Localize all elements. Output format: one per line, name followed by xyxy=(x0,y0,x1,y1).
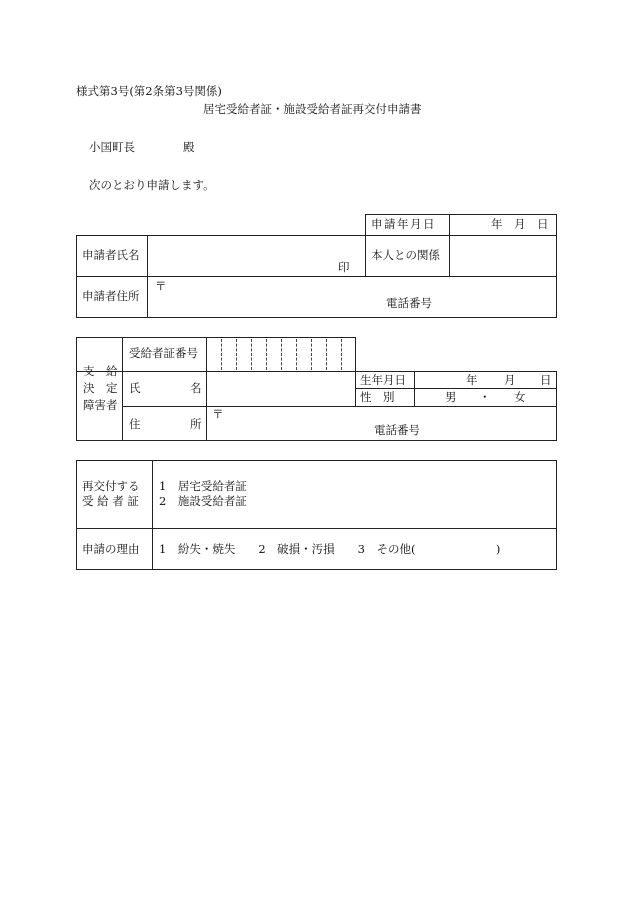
recipient-postal-mark: 〒 xyxy=(212,407,224,421)
applicant-phone-label: 電話番号 xyxy=(386,296,432,310)
recipient-phone-label: 電話番号 xyxy=(374,423,420,437)
recipient-name-label-2: 名 xyxy=(190,381,202,395)
sex-male-option[interactable]: 男 xyxy=(445,390,457,404)
relation-label: 本人との関係 xyxy=(371,248,440,262)
sex-female-option[interactable]: 女 xyxy=(514,390,526,404)
reissue-option-1[interactable]: 1 居宅受給者証 xyxy=(159,479,247,493)
birth-day[interactable]: 日 xyxy=(540,373,552,387)
recipient-group-label-3: 障害者 xyxy=(83,398,118,412)
sex-separator: ・ xyxy=(479,390,491,404)
recipient-address-label-2: 所 xyxy=(190,417,202,431)
reason-options[interactable]: 1 紛失・焼失 2 破損・汚損 3 その他( ) xyxy=(159,542,501,556)
birth-month[interactable]: 月 xyxy=(504,373,516,387)
birth-date-label: 生年月日 xyxy=(360,373,406,387)
sex-label: 性 別 xyxy=(360,390,395,404)
cert-number-field[interactable] xyxy=(208,339,354,370)
form-number: 様式第3号(第2条第3号関係) xyxy=(76,84,222,98)
applicant-name-field[interactable] xyxy=(150,240,362,274)
recipient-group-label-2: 決 定 xyxy=(83,381,118,395)
application-date-label: 申請年月日 xyxy=(371,217,436,231)
relation-field[interactable] xyxy=(452,240,554,274)
recipient-name-field[interactable] xyxy=(209,374,352,404)
reissue-label-2: 受 給 者 証 xyxy=(82,494,139,508)
recipient-name-label-1: 氏 xyxy=(129,381,141,395)
reissue-option-2[interactable]: 2 施設受給者証 xyxy=(159,494,247,508)
applicant-name-label: 申請者氏名 xyxy=(82,248,140,262)
recipient-group-label-1: 支 給 xyxy=(83,364,118,378)
addressee-name: 小国町長 xyxy=(89,140,135,154)
addressee-honorific: 殿 xyxy=(183,140,195,154)
reason-label: 申請の理由 xyxy=(82,542,140,556)
cert-number-label: 受給者証番号 xyxy=(129,346,198,360)
applicant-address-label: 申請者住所 xyxy=(82,289,140,303)
applicant-postal-mark: 〒 xyxy=(155,279,167,293)
application-date-value[interactable]: 年 月 日 xyxy=(491,217,549,231)
recipient-address-label-1: 住 xyxy=(129,417,141,431)
form-title: 居宅受給者証・施設受給者証再交付申請書 xyxy=(203,102,422,116)
birth-year[interactable]: 年 xyxy=(466,373,478,387)
seal-mark: 印 xyxy=(338,260,350,274)
intro-text: 次のとおり申請します。 xyxy=(89,178,215,192)
reissue-label-1: 再交付する xyxy=(82,479,140,493)
